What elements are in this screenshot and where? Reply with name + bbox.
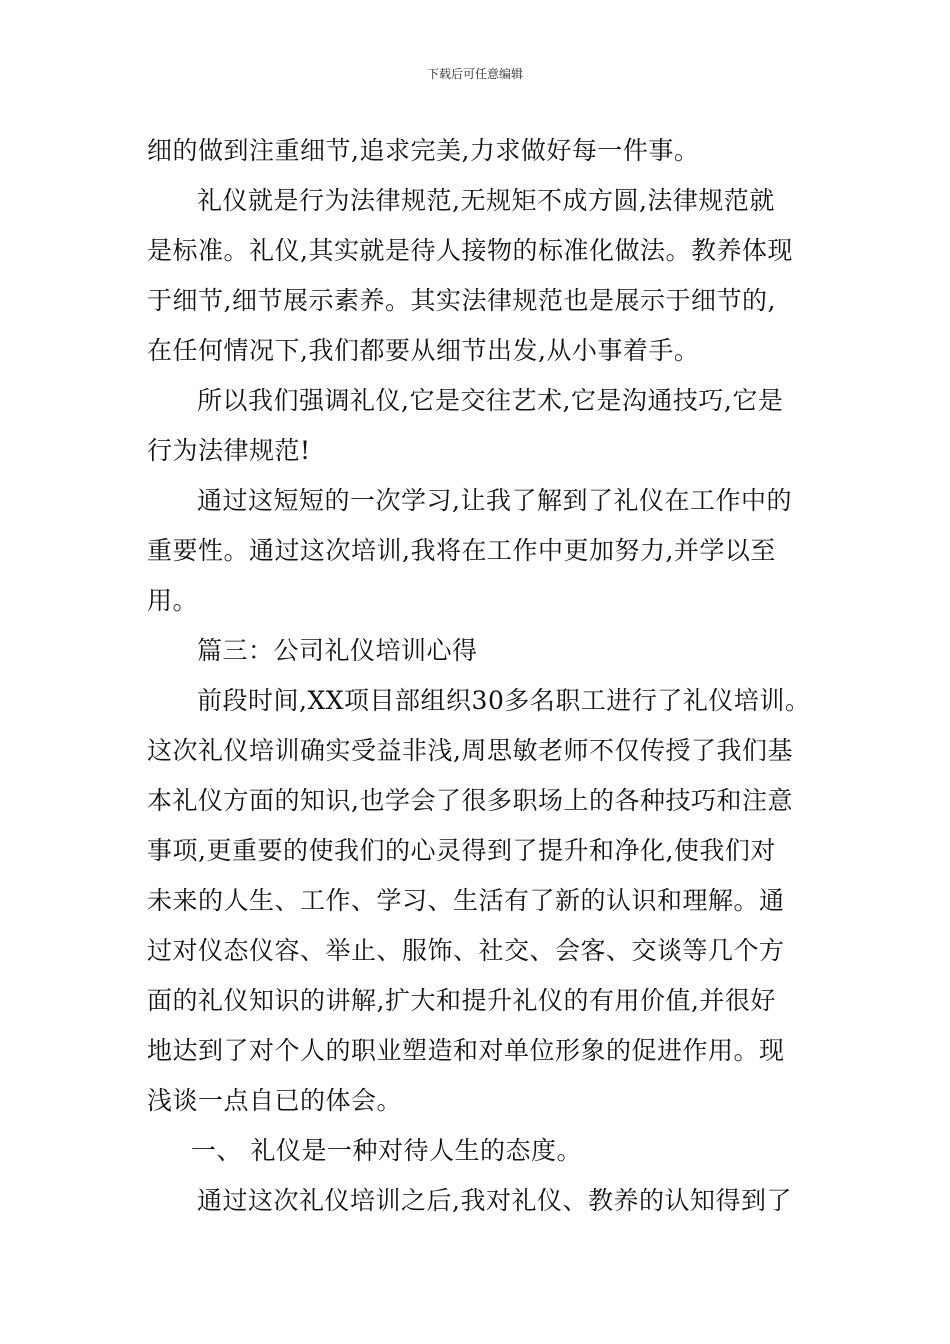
paragraph-line: 重要性。通过这次培训,我将在工作中更加努力,并学以至 <box>147 536 776 565</box>
paragraph-line: 礼仪就是行为法律规范,无规矩不成方圆,法律规范就 <box>197 186 775 215</box>
header-note: 下载后可任意编辑 <box>426 67 523 81</box>
paragraph-line: 前段时间,XX项目部组织30多名职工进行了礼仪培训。 <box>197 686 811 715</box>
paragraph-line: 细的做到注重细节,追求完美,力求做好每一件事。 <box>147 136 700 165</box>
paragraph-line: 通过这短短的一次学习,让我了解到了礼仪在工作中的 <box>197 486 792 515</box>
paragraph-line: 地达到了对个人的职业塑造和对单位形象的促进作用。现 <box>147 1036 785 1065</box>
document-body <box>147 126 827 1226</box>
paragraph-line: 通过这次礼仪培训之后,我对礼仪、教养的认知得到了 <box>197 1186 792 1215</box>
paragraph-line: 未来的人生、工作、学习、生活有了新的认识和理解。通 <box>147 886 785 915</box>
paragraph-line: 是标准。礼仪,其实就是待人接物的标准化做法。教养体现 <box>147 236 793 265</box>
subsection-heading: 一、 礼仪是一种对待人生的态度。 <box>191 1136 582 1165</box>
paragraph-line: 在任何情况下,我们都要从细节出发,从小事着手。 <box>147 336 700 365</box>
paragraph-line: 这次礼仪培训确实受益非浅,周思敏老师不仅传授了我们基 <box>147 736 793 765</box>
section-heading: 篇三：公司礼仪培训心得 <box>197 636 478 665</box>
paragraph-line: 本礼仪方面的知识,也学会了很多职场上的各种技巧和注意 <box>147 786 793 815</box>
paragraph-line: 面的礼仪知识的讲解,扩大和提升礼仪的有用价值,并很好 <box>147 986 776 1015</box>
paragraph-line: 事项,更重要的使我们的心灵得到了提升和净化,使我们对 <box>147 836 776 865</box>
paragraph-line: 过对仪态仪容、举止、服饰、社交、会客、交谈等几个方 <box>147 936 785 965</box>
paragraph-line: 于细节,细节展示素养。其实法律规范也是展示于细节的, <box>147 286 776 315</box>
paragraph-line: 行为法律规范! <box>147 436 311 465</box>
paragraph-line: 浅谈一点自已的体会。 <box>147 1086 403 1115</box>
paragraph-line: 所以我们强调礼仪,它是交往艺术,它是沟通技巧,它是 <box>197 386 784 415</box>
paragraph-line: 用。 <box>147 586 199 615</box>
